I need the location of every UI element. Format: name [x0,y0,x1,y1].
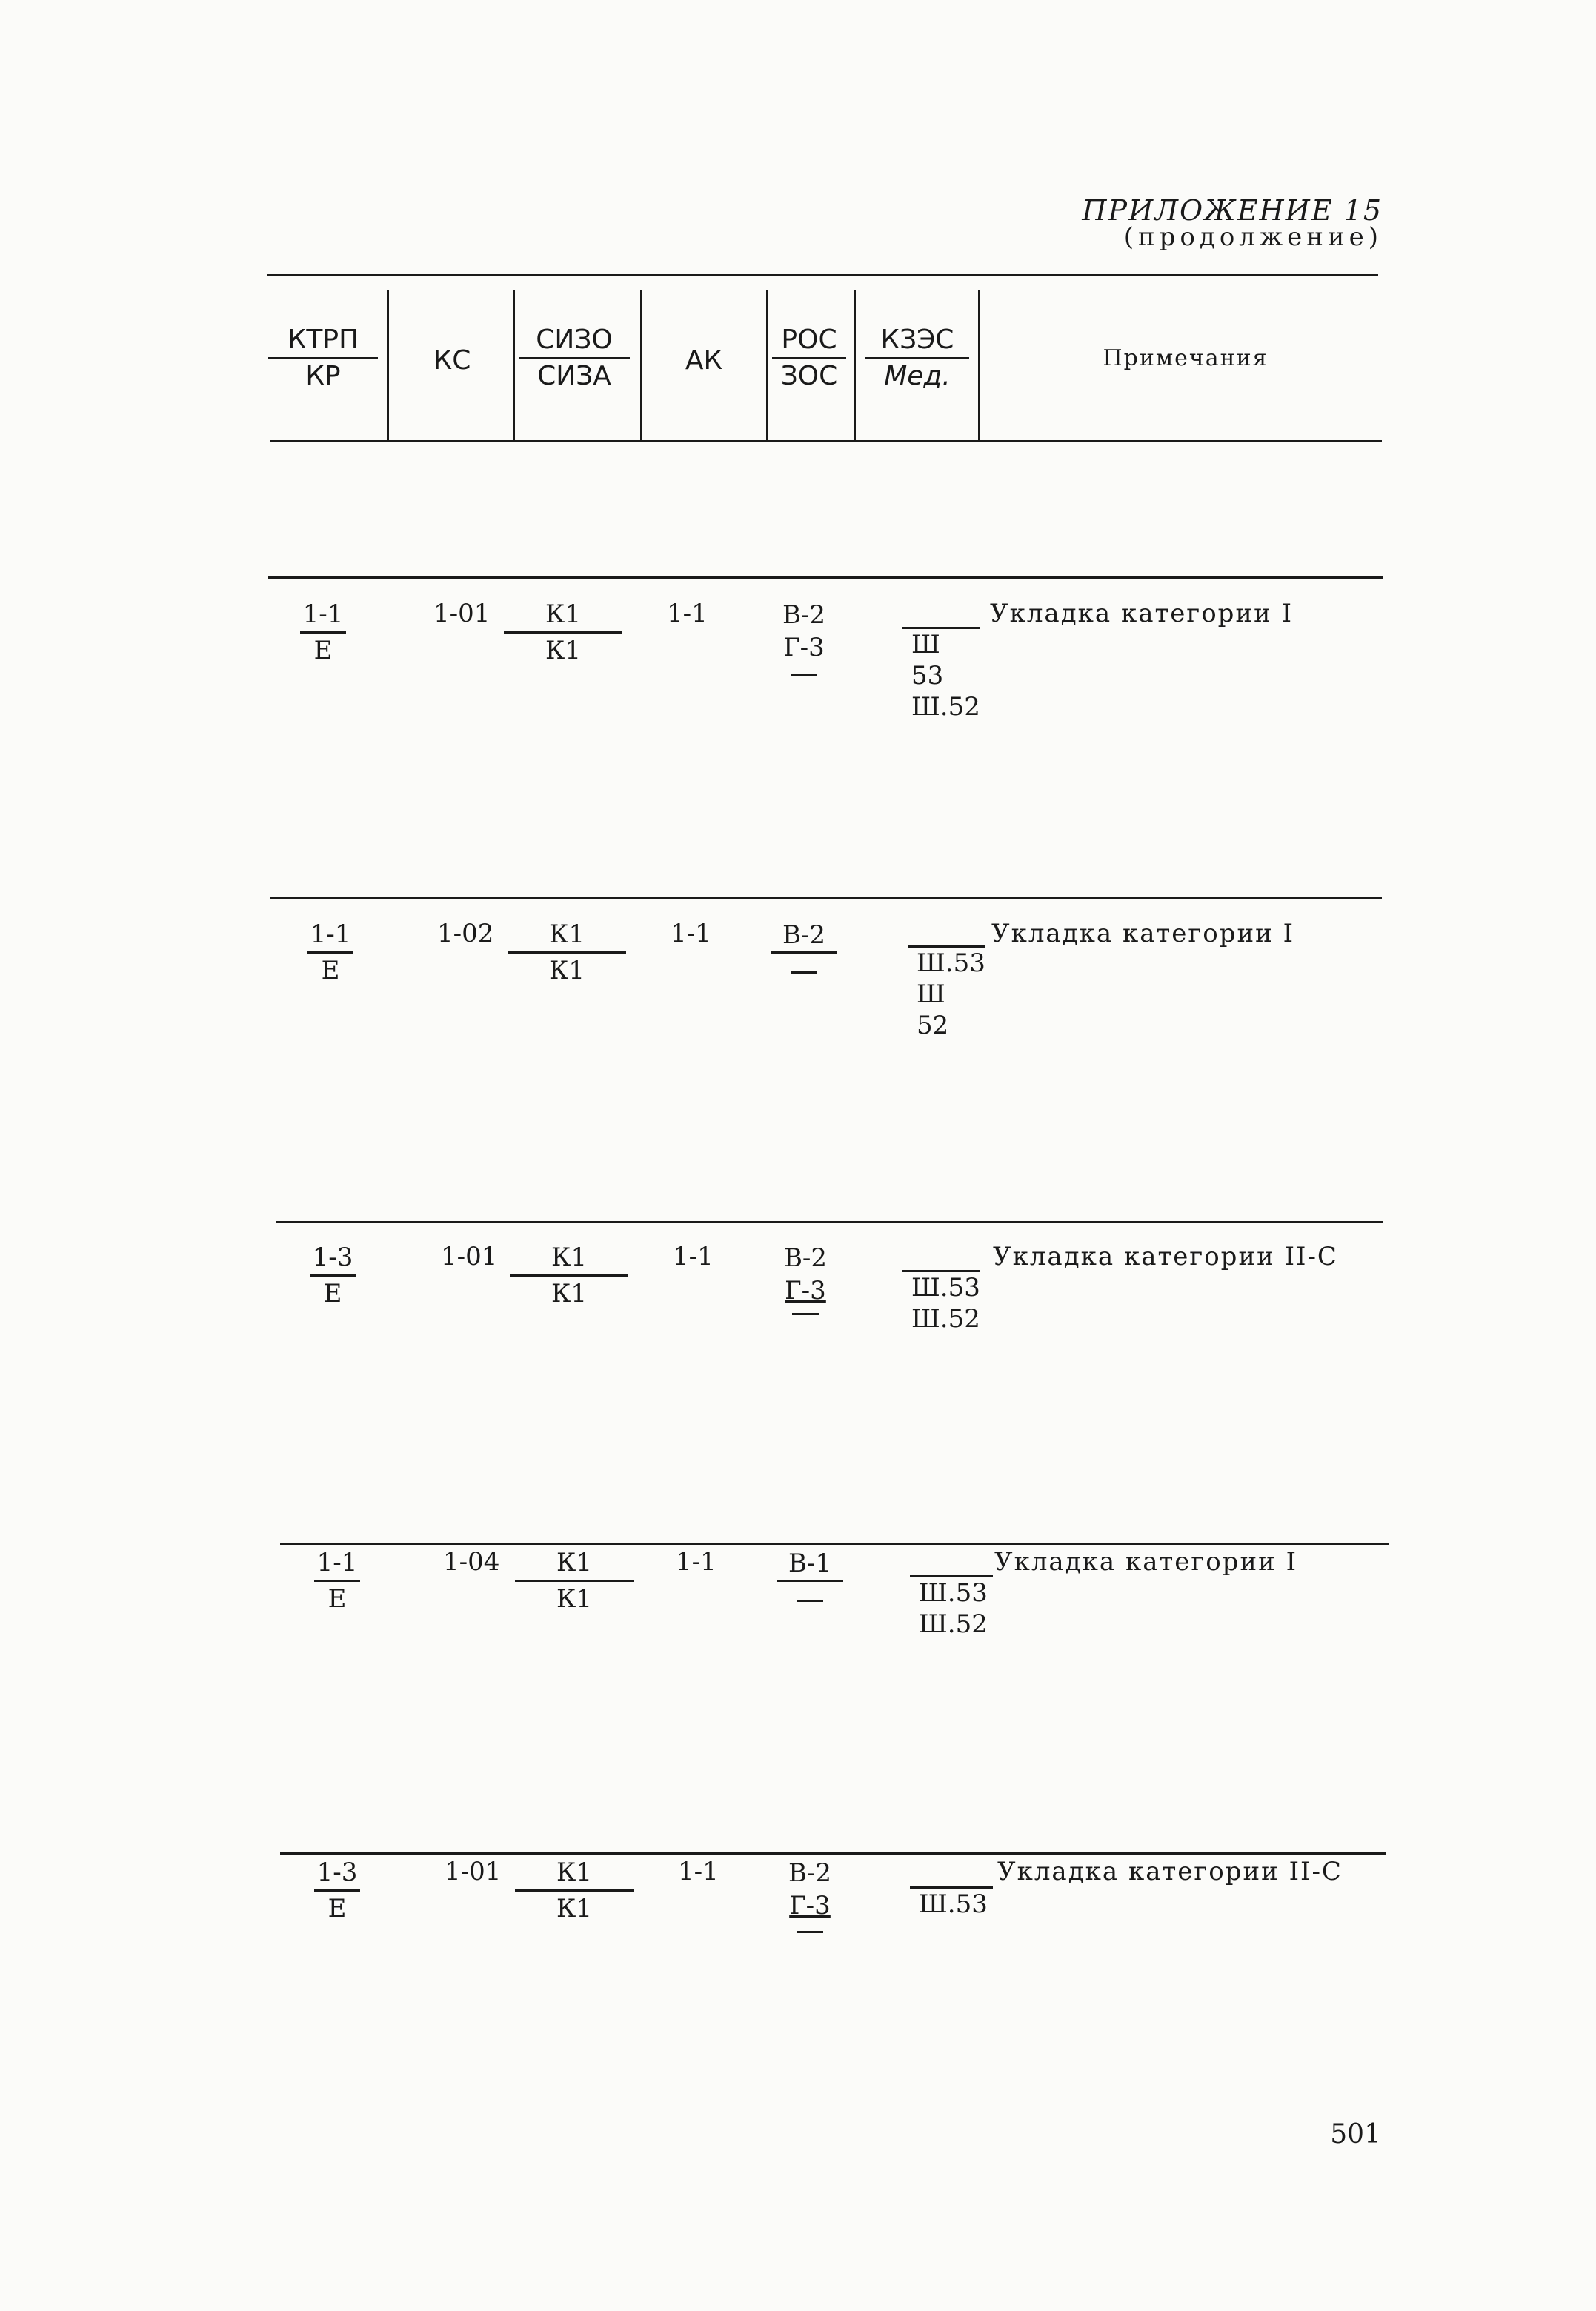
cell-ktrp-kr [307,919,353,986]
cell-kzes-med [902,627,980,722]
cell-ktrp: 1-1 [310,920,351,949]
cell-ros-zos [771,919,837,974]
cell-ks: 1-04 [443,1547,500,1577]
header-kzes-med [865,325,969,392]
header-ros: РОС [781,325,837,355]
header-med: Мед. [884,361,951,391]
cell-zos-dash [797,1931,823,1933]
cell-ak: 1-1 [678,1857,719,1886]
page-number: 501 [1330,2119,1381,2149]
cell-ros-value: В-2 [788,1858,832,1888]
cell-ros-value: В-2 [782,600,826,630]
row-rule [280,1543,1389,1545]
cell-sizo: К1 [551,1243,587,1272]
cell-kzes-med [910,1575,993,1640]
cell-sizo-siza [515,1857,634,1924]
cell-note: Укладка категории II-С [993,1242,1338,1271]
header-kzes: КЗЭС [880,325,954,355]
cell-ktrp-kr [314,1857,360,1924]
header-kr: КР [305,361,341,391]
column-divider [387,290,389,442]
cell-ak: 1-1 [667,599,708,628]
cell-ktrp-kr [310,1242,356,1309]
header-ktrp: КТРП [287,325,359,355]
cell-ktrp: 1-1 [302,599,344,629]
cell-kzes-value: Ш.52 [919,1609,988,1639]
cell-ks: 1-01 [445,1857,502,1886]
header-ak: АК [685,345,723,376]
header-ros-zos [772,325,846,392]
header-top-rule [267,274,1378,276]
cell-ros-zos [772,1242,839,1315]
cell-kzes-value: Ш.52 [911,1304,980,1334]
cell-note: Укладка категории I [990,599,1294,628]
header-bottom-rule [270,440,1382,442]
cell-sizo-siza [515,1547,634,1615]
cell-kzes-med [910,1886,993,1920]
cell-ros-value: Г-3 [789,1891,831,1921]
cell-siza: К1 [549,956,585,985]
cell-ros-value: В-2 [783,1243,828,1273]
cell-ak: 1-1 [671,919,711,948]
cell-sizo: К1 [556,1858,592,1887]
cell-ktrp: 1-1 [316,1548,358,1577]
cell-ros-zos [771,599,837,676]
cell-siza: К1 [556,1584,592,1614]
cell-sizo: К1 [556,1548,592,1577]
cell-note: Укладка категории I [991,919,1295,948]
cell-kr: Е [323,1279,342,1309]
cell-zos-dash [791,971,817,974]
cell-ks: 1-01 [441,1242,498,1271]
column-divider [978,290,980,442]
cell-kzes-med [908,945,985,1041]
cell-ak: 1-1 [673,1242,714,1271]
cell-note: Укладка категории II-С [997,1857,1343,1886]
cell-kzes-med [902,1270,980,1334]
cell-kzes-value: Ш.53 [911,1273,980,1303]
cell-ros-zos [777,1857,843,1933]
header-siza: СИЗА [537,361,611,391]
cell-ktrp: 1-3 [312,1243,353,1272]
cell-ktrp-kr [300,599,346,666]
row-rule [276,1221,1383,1223]
row-rule [268,576,1383,579]
column-divider [640,290,642,442]
cell-kr: Е [313,636,333,665]
cell-kzes-value: Ш.53 [919,1889,988,1919]
cell-zos-dash [792,1313,819,1315]
column-divider [854,290,856,442]
header-sizo: СИЗО [536,325,613,355]
cell-sizo: К1 [545,599,581,629]
cell-ros-value: В-1 [777,1547,843,1582]
cell-ros-value: В-2 [771,919,837,954]
cell-kzes-value: Ш 52 [917,980,949,1040]
appendix-title: ПРИЛОЖЕНИЕ 15 [1082,194,1383,227]
header-ks: КС [433,345,471,376]
cell-kr: Е [327,1584,347,1614]
cell-ros-value: Г-3 [783,633,825,662]
cell-sizo-siza [508,919,626,986]
row-rule [270,897,1382,899]
column-divider [513,290,515,442]
cell-siza: К1 [551,1279,587,1309]
cell-kr: Е [321,956,340,985]
cell-ktrp-kr [314,1547,360,1615]
cell-ks: 1-01 [433,599,491,628]
row-rule [280,1852,1386,1855]
cell-sizo-siza [504,599,622,666]
cell-note: Укладка категории I [994,1547,1298,1577]
cell-zos-dash [791,674,817,676]
appendix-subtitle: (продолжение) [1123,222,1383,252]
cell-ktrp: 1-3 [316,1858,358,1887]
cell-ros-zos [777,1547,843,1602]
cell-ak: 1-1 [676,1547,716,1577]
cell-kr: Е [327,1894,347,1923]
header-ktrp-kr [268,325,378,392]
header-zos: ЗОС [780,361,838,391]
cell-sizo-siza [510,1242,628,1309]
cell-kzes-value: Ш.52 [911,692,980,722]
cell-ros-value: Г-3 [785,1276,826,1306]
cell-kzes-value: Ш 53 [911,630,944,691]
cell-kzes-value: Ш.53 [919,1578,988,1608]
header-sizo-siza [519,325,630,392]
column-divider [766,290,768,442]
cell-ks: 1-02 [437,919,494,948]
cell-siza: К1 [545,636,581,665]
cell-zos-dash [797,1600,823,1602]
cell-sizo: К1 [549,920,585,949]
cell-siza: К1 [556,1894,592,1923]
cell-kzes-value: Ш.53 [917,948,985,978]
header-notes: Примечания [1103,345,1269,371]
